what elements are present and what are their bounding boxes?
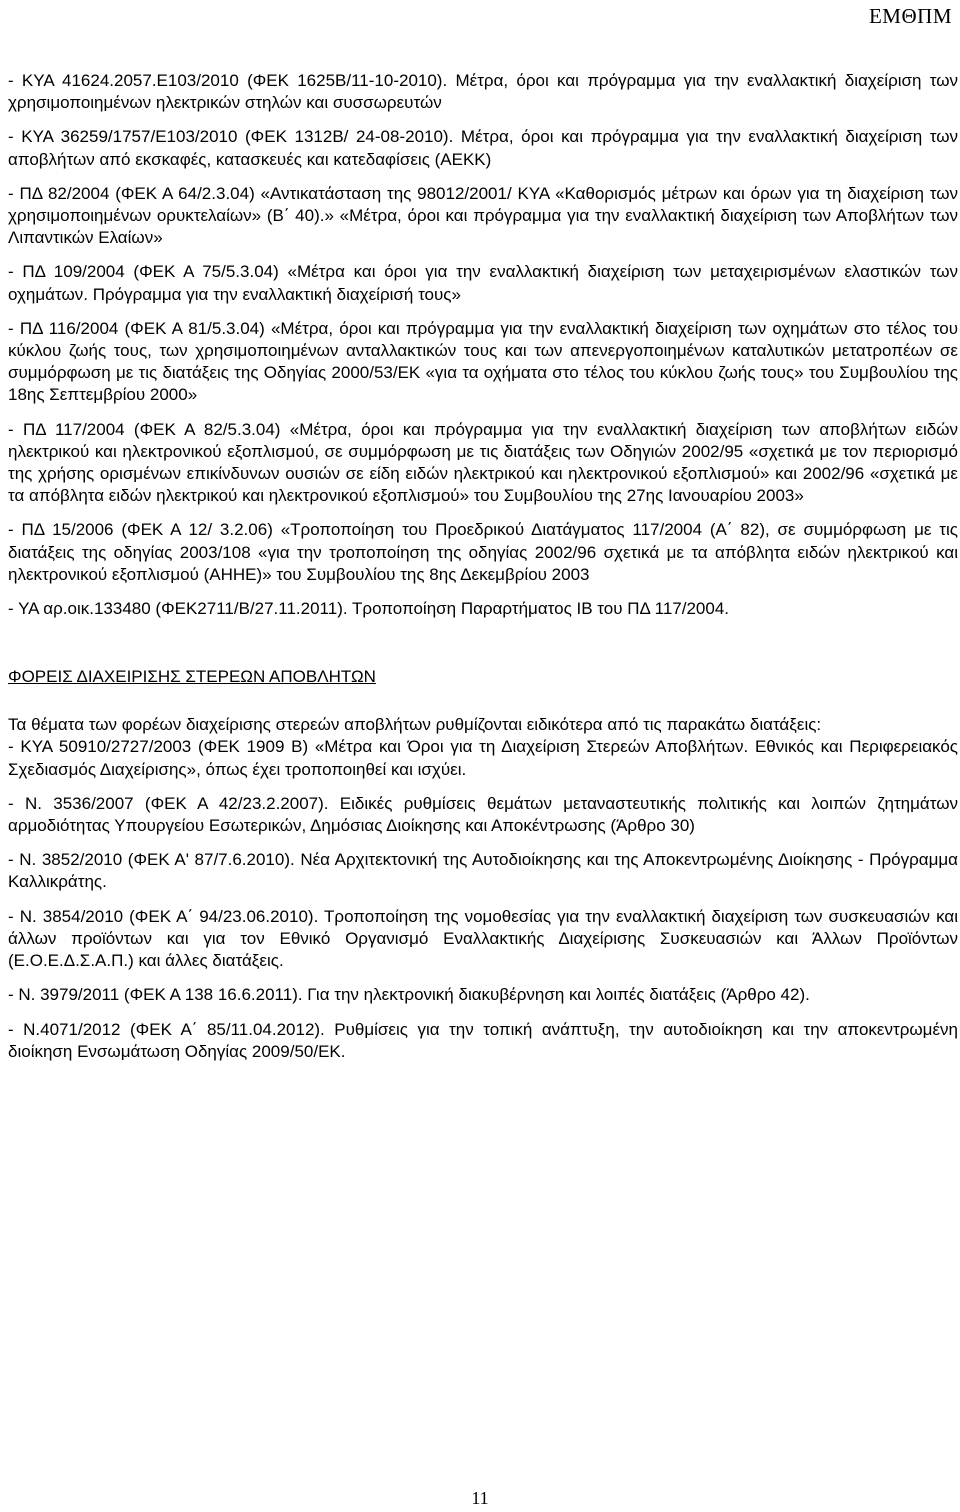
section-title: ΦΟΡΕΙΣ ΔΙΑΧΕΙΡΙΣΗΣ ΣΤΕΡΕΩΝ ΑΠΟΒΛΗΤΩΝ (8, 667, 376, 687)
section-intro: Τα θέματα των φορέων διαχείρισης στερεών αποβλήτων ρυθμίζονται ειδικότερα από τις παρακάτω διατάξεις: (8, 715, 822, 735)
legislation-item: - ΠΔ 82/2004 (ΦΕΚ Α 64/2.3.04) «Αντικατάσταση της 98012/2001/ ΚΥΑ «Καθορισμός μέτρων και όρων για τη διαχείριση των χρησιμοποιημένων ορυκτελαίων» (Β΄ 40).» «Μέτρα, όροι και πρόγραμμα για την εναλλακτική διαχείριση των Αποβλήτων των Λιπαντικών Ελαίων» (8, 183, 958, 248)
legislation-item: - ΠΔ 109/2004 (ΦΕΚ Α 75/5.3.04) «Μέτρα και όροι για την εναλλακτική διαχείριση των μεταχειρισμένων ελαστικών των οχημάτων. Πρόγραμμα για την εναλλακτική διαχείρισή τους» (8, 262, 958, 304)
legislation-item: - ΠΔ 15/2006 (ΦΕΚ Α 12/ 3.2.06) «Τροποποίηση του Προεδρικού Διατάγματος 117/2004 (Α΄ 82), σε συμμόρφωση με τις διατάξεις της οδηγίας 2003/108 «για την τροποποίηση της οδηγίας 2002/96 σχετικά με τα απόβλητα ειδών ηλεκτρικού και ηλεκτρονικού εξοπλισμού (ΑΗΗΕ)» του Συμβουλίου της 8ης Δεκεμβρίου 2003 (8, 520, 958, 584)
legislation-item: - ΚΥΑ 41624.2057.Ε103/2010 (ΦΕΚ 1625Β/11-10-2010). Μέτρα, όροι και πρόγραμμα για την εναλλακτική διαχείριση των χρησιμοποιημένων ηλεκτρικών στηλών και συσσωρευτών (8, 71, 958, 113)
section-item: - ΚΥΑ 50910/2727/2003 (ΦΕΚ 1909 Β) «Μέτρα και Όροι για τη Διαχείριση Στερεών Αποβλήτων. Εθνικός και Περιφερειακός Σχεδιασμός Διαχείρισης», όπως έχει τροποποιηθεί και ισχύει. (8, 737, 958, 779)
section-item: - Ν. 3852/2010 (ΦΕΚ Α' 87/7.6.2010). Νέα Αρχιτεκτονική της Αυτοδιοίκησης και της Αποκεντρωμένης Διοίκησης - Πρόγραμμα Καλλικράτης. (8, 850, 958, 892)
document-header: ΕΜΘΠΜ (868, 4, 952, 28)
legislation-item: - ΠΔ 116/2004 (ΦΕΚ Α 81/5.3.04) «Μέτρα, όροι και πρόγραμμα για την εναλλακτική διαχείριση των οχημάτων στο τέλος του κύκλου ζωής τους, των χρησιμοποιημένων ανταλλακτικών τους και των απενεργοποιημένων καταλυτικών μετατροπέων σε συμμόρφωση με τις διατάξεις της Οδηγίας 2000/53/ΕΚ «για τα οχήματα στο τέλος του κύκλου ζωής τους» του Συμβουλίου της 18ης Σεπτεμβρίου 2000» (8, 318, 958, 405)
page-number: 11 (471, 1488, 489, 1508)
section-item: - Ν.4071/2012 (ΦΕΚ Α΄ 85/11.04.2012). Ρυθμίσεις για την τοπική ανάπτυξη, την αυτοδιοίκηση και την αποκεντρωμένη διοίκηση Ενσωμάτωση Οδηγίας 2009/50/ΕΚ. (8, 1019, 958, 1061)
legislation-item: - ΚΥΑ 36259/1757/Ε103/2010 (ΦΕΚ 1312Β/ 24-08-2010). Μέτρα, όροι και πρόγραμμα για την εναλλακτική διαχείριση των αποβλήτων από εκσκαφές, κατασκευές και κατεδαφίσεις (ΑΕΚΚ) (8, 127, 958, 169)
legislation-item: - ΠΔ 117/2004 (ΦΕΚ Α 82/5.3.04) «Μέτρα, όροι και πρόγραμμα για την εναλλακτική διαχείριση των αποβλήτων ειδών ηλεκτρικού και ηλεκτρονικού εξοπλισμού, σε συμμόρφωση με τις διατάξεις των Οδηγιών 2002/95 «σχετικά με τον περιορισμό της χρήσης ορισμένων επικίνδυνων ουσιών σε είδη ειδών ηλεκτρικού και ηλεκτρονικού εξοπλισμού» και 2002/96 «σχετικά με τα απόβλητα ειδών ηλεκτρικού και ηλεκτρονικού εξοπλισμού» του Συμβουλίου της 27ης Ιανουαρίου 2003» (8, 419, 958, 506)
document-body (8, 70, 958, 1063)
section-item: - Ν. 3854/2010 (ΦΕΚ Α΄ 94/23.06.2010). Τροποποίηση της νομοθεσίας για την εναλλακτική διαχείριση των συσκευασιών και άλλων προϊόντων και για τον Εθνικό Οργανισμό Εναλλακτικής Διαχείρισης Συσκευασιών και Άλλων Προϊόντων (Ε.Ο.Ε.Δ.Σ.Α.Π.) και άλλες διατάξεις. (8, 906, 958, 971)
section-item: - Ν. 3536/2007 (ΦΕΚ Α 42/23.2.2007). Ειδικές ρυθμίσεις θεμάτων μεταναστευτικής πολιτικής και λοιπών ζητημάτων αρμοδιότητας Υπουργείου Εσωτερικών, Δημόσιας Διοίκησης και Αποκέντρωσης (Άρθρο 30) (8, 793, 958, 836)
legislation-item: - ΥΑ αρ.οικ.133480 (ΦΕΚ2711/Β/27.11.2011). Τροποποίηση Παραρτήματος ΙΒ του ΠΔ 117/2004. (8, 599, 730, 619)
section-item: - Ν. 3979/2011 (ΦΕΚ Α 138 16.6.2011). Για την ηλεκτρονική διακυβέρνηση και λοιπές διατάξεις (Άρθρο 42). (8, 985, 810, 1005)
